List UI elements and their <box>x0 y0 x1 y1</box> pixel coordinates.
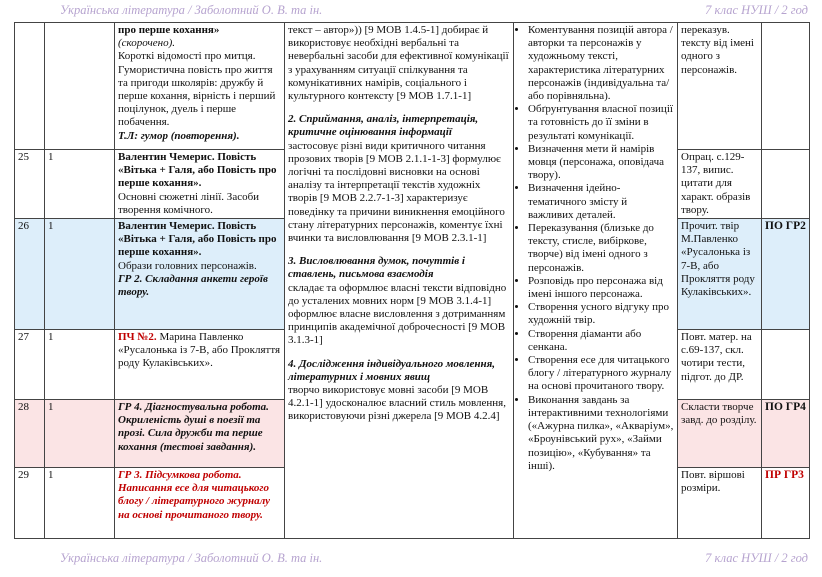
header-right: 7 клас НУШ / 2 год <box>705 3 808 17</box>
list-item: • Переказування (близьке до тексту, стисле, вибіркове, творче) від імені одного з персонажів. <box>528 222 674 275</box>
lesson-number: 26 <box>15 219 45 330</box>
homework-cell: Повт. матер. на с.69-137, скл. чотири тести, підгот. до ДР. <box>678 330 762 400</box>
control-cell <box>762 150 810 219</box>
page-header <box>0 0 822 20</box>
list-item: • Визначення ідейно-тематичного змісту й важливих деталей. <box>528 182 674 222</box>
lesson-number: 25 <box>15 150 45 219</box>
homework-cell: Опрац. с.129-137, випис. цитати для характ. образів твору. <box>678 150 762 219</box>
hours: 1 <box>45 150 115 219</box>
list-item: • Розповідь про персонажа від імені іншого персонажа. <box>528 275 674 301</box>
hours: 1 <box>45 330 115 400</box>
control-cell: ПО ГР4 <box>762 400 810 468</box>
table-row <box>15 23 810 150</box>
hours: 1 <box>45 219 115 330</box>
page-footer <box>0 548 822 568</box>
topic-cell: ГР 3. Підсумкова робота. Написання есе для читацького блогу / літературного журналу на основі прочитаного твору. <box>115 468 285 539</box>
topic-cell: Валентин Чемерис. Повість «Вітька + Галя, або Повість про перше кохання». Образи головних персонажів. ГР 2. Складання анкети героїв твору. <box>115 219 285 330</box>
activities-list <box>517 24 674 473</box>
homework-cell: Скласти творче завд. до розділу. <box>678 400 762 468</box>
hours: 1 <box>45 468 115 539</box>
control-cell <box>762 330 810 400</box>
lesson-number: 28 <box>15 400 45 468</box>
list-item: • Коментування позицій автора / авторки та персонажів у художньому тексті, характеристика літературних персонажів (індивідуальна та/або порівняльна). <box>528 24 674 103</box>
lesson-plan-table <box>14 22 810 539</box>
hours: 1 <box>45 400 115 468</box>
topic-cell: Валентин Чемерис. Повість «Вітька + Галя, або Повість про перше кохання». Основні сюжетні лінії. Засоби творення комічного. <box>115 150 285 219</box>
learning-outcomes-cell: текст – автор»)) [9 МОВ 1.4.5-1] добирає й використовує необхідні вербальні та невербальні засоби для ефективної комунікації з урахуванням ситуації спілкування та комунікативних намірів, соціального і культурного контексту [9 МОВ 1.7.1-1] 2. Сприймання, аналіз, інтерпретація, критичне оцінювання інформації застосовує різні види критичного читання прозових творів [9 МОВ 2.1.1-1-3] формулює логічні та послідовні висновки на основі аналізу та інтерпретації текстів художніх творів [9 МОВ 2.2.7-1-3] характеризує поведінку та причини виникнення емоційного стану літературних персонажів, коментує їхні вчинки та висловлювання [9 МОВ 2.3.1-1] 3. Висловлювання думок, почуттів і ставлень, письмова взаємодія складає та оформлює власні тексти відповідно до усталених мовних норм [9 МОВ 3.1.4-1] оформлює власне висловлення з дотриманням принципів академічної доброчесності [9 МОВ 3.1.3-1] 4. Дослідження індивідуального мовлення, літературних і мовних явищ творчо використовує мовні засоби [9 МОВ 4.2.1-1] удосконалює власний стиль мовлення, використовуючи різні джерела [9 МОВ 4.2.4] <box>285 23 514 539</box>
list-item: • Створення усного відгуку про художній твір. <box>528 301 674 327</box>
header-left: Українська література / Заболотний О. В. та ін. <box>60 3 323 17</box>
homework-cell: переказув. тексту від імені одного з персонажів. <box>678 23 762 150</box>
homework-cell: Повт. віршові розміри. <box>678 468 762 539</box>
topic-cell: ПЧ №2. Марина Павленко «Русалонька із 7-В, або Прокляття роду Кулаківських». <box>115 330 285 400</box>
lesson-number: 29 <box>15 468 45 539</box>
control-cell: ПР ГР3 <box>762 468 810 539</box>
list-item: • Створення есе для читацького блогу / літературного журналу на основі прочитаного твору. <box>528 354 674 394</box>
topic-cell: про перше кохання» (скорочено). Короткі відомості про митця. Гумористична повість про життя та пригоди школярів: дружбу й перше кохання, вірність і перший поцілунок, дуель і перше побачення. Т.Л: гумор (повторення). <box>115 23 285 150</box>
lesson-number: 27 <box>15 330 45 400</box>
list-item: • Виконання завдань за інтерактивними технологіями («Ажурна пилка», «Акваріум», «Броунівський рух», «Займи позицію», «Кубування» та інші). <box>528 394 674 473</box>
footer-left: Українська література / Заболотний О. В. та ін. <box>60 551 323 565</box>
footer-right: 7 клас НУШ / 2 год <box>705 551 808 565</box>
topic-cell: ГР 4. Діагностувальна робота. Окриленість душі в поезії та прозі. Сила дружби та перше кохання (тестові завдання). <box>115 400 285 468</box>
activities-cell <box>514 23 678 539</box>
homework-cell: Прочит. твір М.Павленко «Русалонька із 7-В, або Прокляття роду Кулаківських». <box>678 219 762 330</box>
list-item: • Створення діаманти або сенкана. <box>528 328 674 354</box>
list-item: • Обґрунтування власної позиції та готовність до її зміни в результаті комунікації. <box>528 103 674 143</box>
list-item: • Визначення мети й намірів мовця (персонажа, оповідача твору). <box>528 143 674 183</box>
control-cell: ПО ГР2 <box>762 219 810 330</box>
